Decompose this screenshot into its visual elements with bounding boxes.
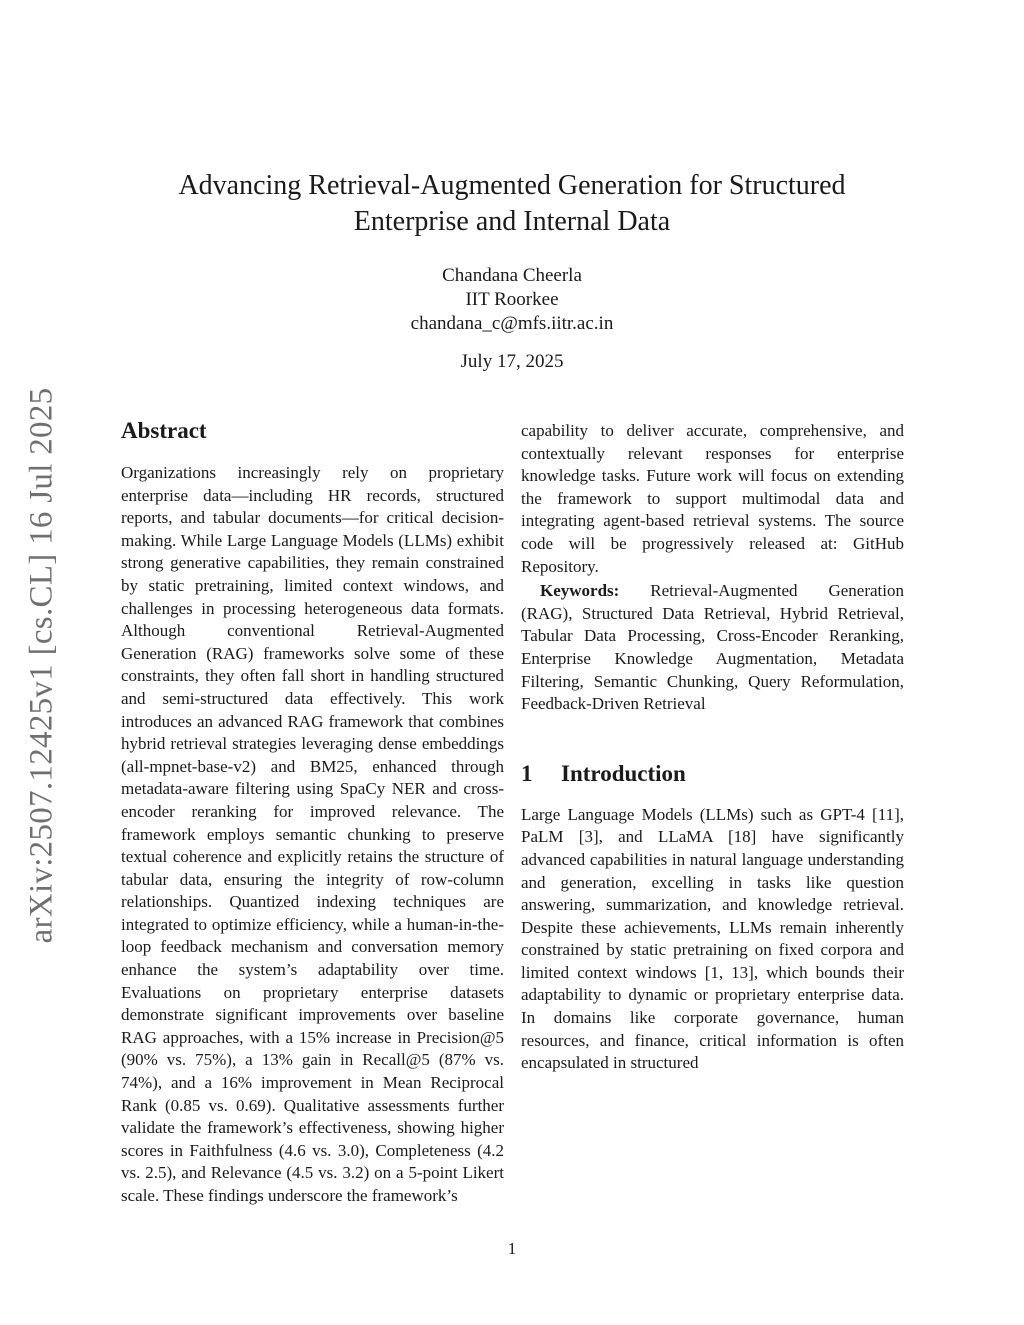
abstract-heading: Abstract: [121, 418, 207, 443]
section-number: 1: [521, 760, 533, 786]
abstract-text: Organizations increasingly rely on proprietary enterprise data—including HR records, structured reports, and tabular documents—for critical decision-making. While Large Language Models (LLMs) exhibit strong generative capabilities, they remain constrained by static pretraining, limited context windows, and challenges in processing heterogeneous data formats. Although conventional Retrieval-Augmented Generation (RAG) frameworks solve some of these constraints, they often fall short in handling structured and semi-structured data effectively. This work introduces an advanced RAG framework that combines hybrid retrieval strategies leveraging dense embeddings (all-mpnet-base-v2) and BM25, enhanced through metadata-aware filtering using SpaCy NER and cross-encoder reranking for improved relevance. The framework employs semantic chunking to preserve textual coherence and explicitly retains the structure of tabular data, ensuring the integrity of row-column relationships. Quantized indexing techniques are integrated to optimize efficiency, while a human-in-the-loop feedback mechanism and conversation memory enhance the system’s adaptability over time. Evaluations on proprietary enterprise datasets demonstrate significant improvements over baseline RAG approaches, with a 15% increase in Precision@5 (90% vs. 75%), a 13% gain in Recall@5 (87% vs. 74%), and a 16% improvement in Mean Reciprocal Rank (0.85 vs. 0.69). Qualitative assessments further validate the framework’s effectiveness, showing higher scores in Faithfulness (4.6 vs. 3.0), Completeness (4.2 vs. 2.5), and Relevance (4.5 vs. 3.2) on a 5-point Likert scale. These findings underscore the framework’s: [121, 463, 504, 1205]
abstract-text-continued: capability to deliver accurate, comprehensive, and contextually relevant responses for enterprise knowledge tasks. Future work will focus on extending the framework to support multimodal data and integrating agent-based retrieval systems. The source code will be progressively released at: GitHub Repository.: [521, 421, 904, 576]
author-email: chandana_c@mfs.iitr.ac.in: [410, 313, 614, 334]
arxiv-identifier-text: arXiv:2507.12425v1 [cs.CL] 16 Jul 2025: [23, 387, 60, 943]
keywords-paragraph: [521, 580, 904, 716]
keywords-text: Retrieval-Augmented Generation (RAG), Structured Data Retrieval, Hybrid Retrieval, Tabular Data Processing, Cross-Encoder Reranking, Enterprise Knowledge Augmentation, Metadata Filtering, Semantic Chunking, Query Reformulation, Feedback-Driven Retrieval: [521, 581, 904, 714]
author-block: [300, 264, 724, 336]
introduction-text: Large Language Models (LLMs) such as GPT-4 [11], PaLM [3], and LLaMA [18] have significantly advanced capabilities in natural language understanding and generation, excelling in tasks like question answering, summarization, and knowledge retrieval. Despite these achievements, LLMs remain inherently constrained by static pretraining on fixed corpora and limited context windows [1, 13], which bounds their adaptability to dynamic or proprietary enterprise data. In domains like corporate governance, human resources, and finance, critical information is often encapsulated in structured: [521, 804, 904, 1073]
keywords-label: Keywords:: [540, 581, 620, 601]
author-name: Chandana Cheerla: [442, 265, 582, 286]
page-number: 1: [507, 1239, 517, 1258]
right-column: [521, 420, 904, 1075]
author-affiliation: IIT Roorkee: [465, 289, 559, 310]
publication-date: July 17, 2025: [460, 351, 564, 372]
section-title: Introduction: [561, 760, 686, 786]
paper-title: Advancing Retrieval-Augmented Generation for Structured Enterprise and Internal Data: [178, 170, 846, 237]
left-column: [121, 418, 504, 1208]
section-heading-introduction: [521, 760, 904, 788]
arxiv-identifier: [20, 380, 64, 950]
